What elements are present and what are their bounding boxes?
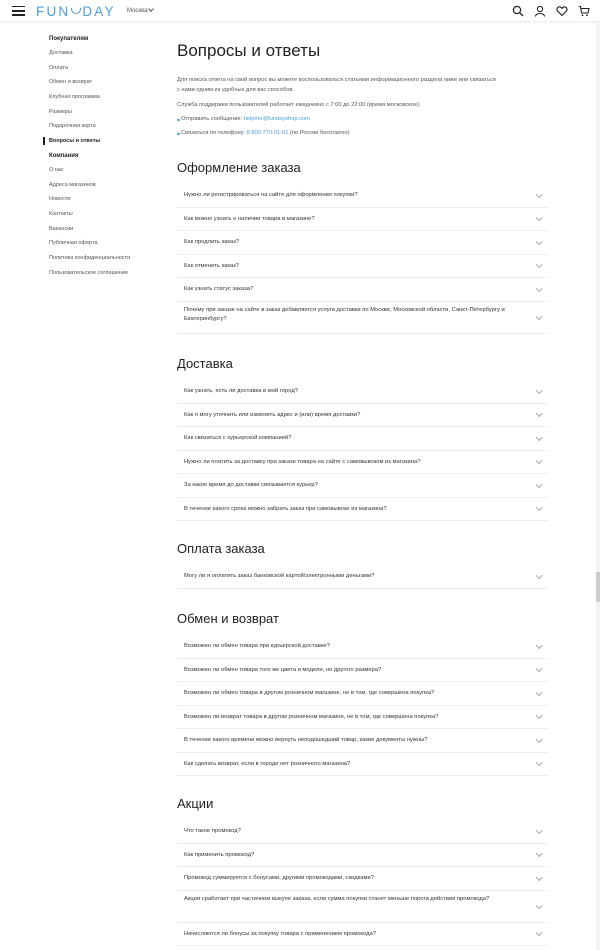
faq-question[interactable] <box>177 278 549 302</box>
chevron-down-icon <box>536 238 542 244</box>
chevron-down-icon <box>536 712 542 718</box>
chevron-down-icon <box>536 665 542 671</box>
sidebar-item[interactable]: Доставка <box>49 50 73 56</box>
faq-question-text: Нужно ли регистрироваться на сайте для оформления покупки? <box>184 192 358 198</box>
faq-question[interactable] <box>177 891 549 923</box>
contact-phone-link[interactable]: 8 800 770-01-01 <box>246 130 289 136</box>
chevron-down-icon <box>536 410 542 416</box>
faq-question[interactable] <box>177 231 549 255</box>
faq-question-text: В течение какого времени можно вернуть неподошедший товар, какие документы нужны? <box>184 737 428 743</box>
sidebar-item[interactable]: Клубная программа <box>49 94 100 101</box>
contact-phone: Связаться по телефону: 8 800 770-01-01 (по России бесплатно) <box>181 130 350 136</box>
faq-question-text: В течение какого срока можно забрать заказ при самовывозе из магазина? <box>184 505 387 512</box>
chevron-down-icon <box>536 689 542 695</box>
contact-email-link[interactable]: helpme@fundayshop.com <box>243 116 310 122</box>
faq-question[interactable] <box>177 302 549 334</box>
top-header <box>0 0 600 22</box>
faq-question-text: Как связаться с курьерской компанией? <box>184 435 292 441</box>
logo[interactable]: FUN DAY <box>36 4 116 19</box>
section-title: Оплата заказа <box>177 541 265 556</box>
sidebar-item[interactable]: Оплата <box>49 64 68 71</box>
sidebar-item[interactable]: Вопросы и ответы <box>49 137 169 152</box>
faq-question-text: Как я могу уточнить или изменить адрес и (или) время доставки? <box>184 411 361 418</box>
chevron-down-icon <box>536 642 542 648</box>
faq-question[interactable] <box>177 565 549 589</box>
faq-question[interactable] <box>177 635 549 659</box>
sidebar-item[interactable]: Вакансии <box>49 225 74 232</box>
faq-question[interactable] <box>177 706 549 730</box>
faq-question[interactable] <box>177 682 549 706</box>
chevron-down-icon <box>536 504 542 510</box>
city-selector[interactable]: Москва <box>127 7 153 14</box>
section-title: Обмен и возврат <box>177 611 279 626</box>
faq-question[interactable] <box>177 380 549 404</box>
contact-message: Отправить сообщение: helpme@fundayshop.com <box>181 116 310 122</box>
faq-question-text: Как применить промокод? <box>184 851 255 858</box>
faq-question[interactable] <box>177 753 549 777</box>
faq-question-text: Как узнать статус заказа? <box>184 286 254 292</box>
chevron-down-icon <box>149 6 155 12</box>
chevron-down-icon <box>536 736 542 742</box>
faq-question[interactable] <box>177 255 549 279</box>
chevron-down-icon <box>536 850 542 856</box>
faq-question-text: Возможен ли возврат товара в другом розничном магазине, не в том, где совершена покупка? <box>184 713 439 720</box>
chevron-down-icon <box>536 191 542 197</box>
faq-question-text: Возможен ли обмен товара в другом розничном магазине, не в том, где совершена покупка? <box>184 690 435 696</box>
faq-question[interactable] <box>177 474 549 498</box>
sidebar-item[interactable]: Новости <box>49 196 71 203</box>
chevron-down-icon <box>536 572 542 578</box>
faq-question-text: Почему при заказе на сайте в заказ добавляется услуга доставки по Москве, Московской области, Санкт-Петербургу и Екатеринбургу? <box>184 306 505 323</box>
faq-question[interactable] <box>177 208 549 232</box>
chevron-down-icon <box>536 874 542 880</box>
chevron-down-icon <box>536 827 542 833</box>
chevron-down-icon <box>536 313 542 319</box>
faq-question-text: Что такое промокод? <box>184 828 241 834</box>
support-hours: Служба поддержки пользователей работает ежедневно с 7:00 до 22:00 (время московское). <box>177 102 421 108</box>
chevron-down-icon <box>536 214 542 220</box>
faq-question[interactable] <box>177 451 549 475</box>
section-title: Акции <box>177 796 214 811</box>
sidebar-item[interactable]: Размеры <box>49 108 72 115</box>
faq-question-text: Как узнать, есть ли доставка в мой город? <box>184 388 298 394</box>
faq-question[interactable] <box>177 923 549 947</box>
faq-question-text: Как отменить заказ? <box>184 262 240 269</box>
heart-icon[interactable] <box>556 5 568 17</box>
faq-question[interactable] <box>177 820 549 844</box>
sidebar-item[interactable]: Обмен и возврат <box>49 79 93 86</box>
faq-question-text: Как можно узнать о наличии товара в магазине? <box>184 215 315 222</box>
faq-question-text: Нужно ли платить за доставку при заказе товара на сайте с самовывозом из магазина? <box>184 458 421 465</box>
faq-question[interactable] <box>177 427 549 451</box>
faq-question[interactable] <box>177 844 549 868</box>
sidebar-nav <box>49 36 169 283</box>
cart-icon[interactable] <box>578 5 590 17</box>
sidebar-group-title: Компания <box>49 152 79 159</box>
faq-question[interactable] <box>177 184 549 208</box>
faq-question[interactable] <box>177 498 549 522</box>
faq-question-text: Могу ли я оплатить заказ банковской картой/электронными деньгами? <box>184 573 375 579</box>
chevron-down-icon <box>536 387 542 393</box>
sidebar-group-title: Покупателям <box>49 36 89 42</box>
page-title: Вопросы и ответы <box>177 41 321 60</box>
chevron-down-icon <box>536 759 542 765</box>
chevron-down-icon <box>536 434 542 440</box>
scrollbar-thumb[interactable] <box>596 572 600 602</box>
sidebar-item[interactable]: Пользовательское соглашение <box>49 269 129 276</box>
intro-text: Для поиска ответа на свой вопрос вы можете воспользоваться статьями информационного раздела ниже или связаться с нами одним из удобных для вас способов. <box>177 77 496 93</box>
scrollbar[interactable] <box>596 22 600 950</box>
user-icon[interactable] <box>534 5 546 17</box>
chevron-down-icon <box>536 902 542 908</box>
sidebar-item[interactable]: Публичная оферта <box>49 240 98 247</box>
faq-question[interactable] <box>177 659 549 683</box>
faq-question-text: Как сделать возврат, если в городе нет розничного магазина? <box>184 760 351 767</box>
faq-question-text: Возможен ли обмен товара того же цвета и модели, но другого размера? <box>184 666 382 673</box>
sidebar-item[interactable]: Подарочная карта <box>49 123 96 130</box>
faq-question-text: За какое время до доставки связывается курьер? <box>184 482 318 488</box>
chevron-down-icon <box>536 457 542 463</box>
faq-question-text: Начисляются ли бонусы за покупку товара с применением промокода? <box>184 930 376 937</box>
chevron-down-icon <box>536 929 542 935</box>
sidebar-item[interactable]: Политика конфиденциальности <box>49 254 131 261</box>
chevron-down-icon <box>536 481 542 487</box>
sidebar-item[interactable]: Контакты <box>49 210 73 217</box>
faq-question-text: Возможен ли обмен товара при курьерской доставке? <box>184 643 330 649</box>
faq-question[interactable] <box>177 867 549 891</box>
sidebar-item[interactable]: О нас <box>49 166 64 173</box>
chevron-down-icon <box>536 285 542 291</box>
faq-question-text: Акция сработает при частичном выкупе заказа, если сумма покупки станет меньше порога действия промокода? <box>184 895 490 902</box>
chevron-down-icon <box>536 261 542 267</box>
section-title: Доставка <box>177 356 233 371</box>
faq-question[interactable] <box>177 729 549 753</box>
faq-question-text: Как продлить заказ? <box>184 239 240 245</box>
menu-icon[interactable] <box>12 6 25 16</box>
section-title: Оформление заказа <box>177 160 301 175</box>
faq-question[interactable] <box>177 404 549 428</box>
sidebar-item[interactable]: Адреса магазинов <box>49 181 96 188</box>
faq-question-text: Промокод суммируется с бонусами, другими промокодами, скидками? <box>184 875 374 881</box>
search-icon[interactable] <box>512 5 524 17</box>
